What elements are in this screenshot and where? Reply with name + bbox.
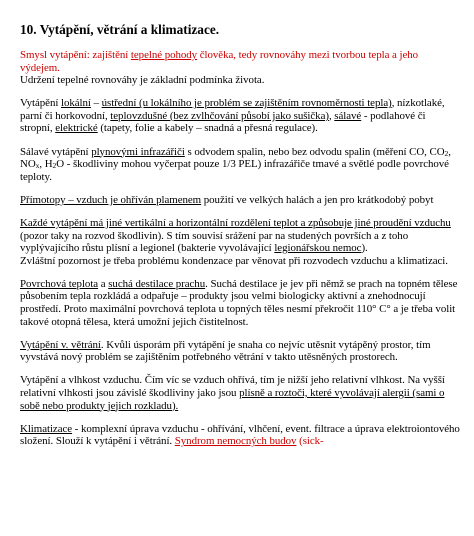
text-low-pressure: , nízkotlaké, parní či horkovodní, <box>20 97 445 122</box>
text-condensation-attention: Zvláštní pozornost je třeba problému kondenzace par věnovat při rozvodech vzduchu a klimatizaci. <box>20 254 448 267</box>
subscript-co2: 2 <box>444 148 449 158</box>
text-direct-heaters-use: použití ve velkých halách a jen pro krátkodobý pobyt <box>201 193 434 206</box>
paragraph-surface-temperature <box>20 278 460 328</box>
term-surface-temperature: Povrchová teplota <box>20 277 99 290</box>
text-sick: (sick- <box>296 435 324 448</box>
term-central: ústřední (u lokálního je problém se zajištěním rovnoměrnosti tepla) <box>101 97 392 110</box>
text-dry-distillation-detail: . Suchá destilace je jev při němž se prach na topném tělese působením tepla rozkládá a odpařuje – produkty jsou velmi biologicky aktivní a znehodnocují prostředí. Proto maximální povrchová teplota u topných těles nesmí překročit 110° C° a je třeba volit takové otopná tělesa, která umožní jejich čistitelnost. <box>20 277 458 328</box>
text-humidity: Vytápění a vlhkost vzduchu. Čím víc se vzduch ohřívá, tím je nižší jeho relativní vlhkost. Na vyšší relativní vlhkosti jsou závislé škodliviny jako jsou <box>20 374 445 399</box>
term-warm-air: teplovzdušné (bez zvlhčování působí jako sušička) <box>110 109 329 122</box>
paragraph-temperature-distribution <box>20 217 460 267</box>
term-thermal-comfort: tepelné pohody <box>130 49 198 61</box>
text-condensation: (pozor taky na rozvod škodlivin). S tím souvisí srážení par na studených površích a z toho vyplývajícího růstu plísní a legionel (bakterie vyvolávající <box>20 229 409 255</box>
paragraph-direct-heaters <box>20 194 460 207</box>
term-air-conditioning: Klimatizace <box>20 422 73 435</box>
text-nox: , NO <box>20 145 451 171</box>
text-air-conditioning-detail: - komplexní úprava vzduchu - ohřívání, vlhčení, event. filtrace a úprava elektroiontového složení. Slouží k vytápění i větrání. <box>20 422 460 448</box>
term-gas-infra-heaters: plynovými infrazářiči <box>91 145 185 158</box>
text-electric-detail: (tapety, folie a kabely – snadná a přesná regulace). <box>97 122 318 135</box>
page-title: 10. Vytápění, větrání a klimatizace. <box>20 22 220 37</box>
term-electric: elektrické <box>55 122 98 135</box>
text-h2o: , H <box>39 158 53 171</box>
text-heating-purpose-end: člověka, tedy rovnováhy mezi tvorbou tepla a jeho výdejem. <box>20 49 419 74</box>
paragraph-air-conditioning <box>20 423 460 448</box>
paragraph-humidity <box>20 374 460 412</box>
text-temperature-distribution: Každé vytápění má jiné vertikální a horizontální rozdělení teplot a způsobuje jiné proudění vzduchu <box>20 216 451 229</box>
subscript-h2o: 2 <box>52 161 57 171</box>
text-pollutants: O - škodliviny mohou vyčerpat pouze 1/3 PEL) infrazářiče tmavé a světlé podle povrchové teploty. <box>20 158 449 183</box>
paragraph-heating-vs-ventilation <box>20 339 460 364</box>
text-heating-purpose: Smysl vytápění: zajištění <box>20 49 131 61</box>
paragraph-radiant-heating <box>20 146 460 184</box>
term-heating-vs-ventilation: Vytápění v. větrání <box>20 338 101 351</box>
text-heating: Vytápění <box>20 97 61 110</box>
text-ventilation-detail: . Kvůli úsporám při vytápění je snaha co nejvíc utěsnit vytápěný prostor, tím vyvstává nový problém se zajištěním potřebného větrání v takto utěsněných prostorech. <box>20 338 431 364</box>
text-close-paren: ). <box>361 242 368 255</box>
paragraph-heating-types <box>20 97 460 135</box>
term-dry-distillation: suchá destilace prachu <box>108 277 206 290</box>
term-local: lokální <box>61 97 91 110</box>
text-comma: , <box>328 109 335 122</box>
paragraph-heating-purpose <box>20 49 460 87</box>
term-direct-heaters: Přímotopy – vzduch je ohříván plamenem <box>20 193 202 206</box>
text-radiant-heating: Sálavé vytápění <box>20 145 92 158</box>
term-sick-building-syndrome: Syndrom nemocných budov <box>174 435 297 448</box>
text-dash: – <box>90 97 102 110</box>
term-legionnaires-disease: legionářskou nemoc <box>274 242 362 255</box>
text-floor-ceiling: - podlahové či stropní, <box>20 109 426 135</box>
term-molds-mites: plísně a roztoči, které vyvolávají alergii (sami o sobě nebo produkty jejich rozkladu). <box>20 386 445 412</box>
text-thermal-balance: Udržení tepelné rovnováhy je základní podmínka života. <box>20 74 265 87</box>
subscript-nox: x <box>35 161 40 171</box>
text-and: a <box>98 277 109 290</box>
text-flue-gases: s odvodem spalin, nebo bez odvodu spalin (měření CO, CO <box>184 145 445 158</box>
term-radiant: sálavé <box>334 109 362 122</box>
